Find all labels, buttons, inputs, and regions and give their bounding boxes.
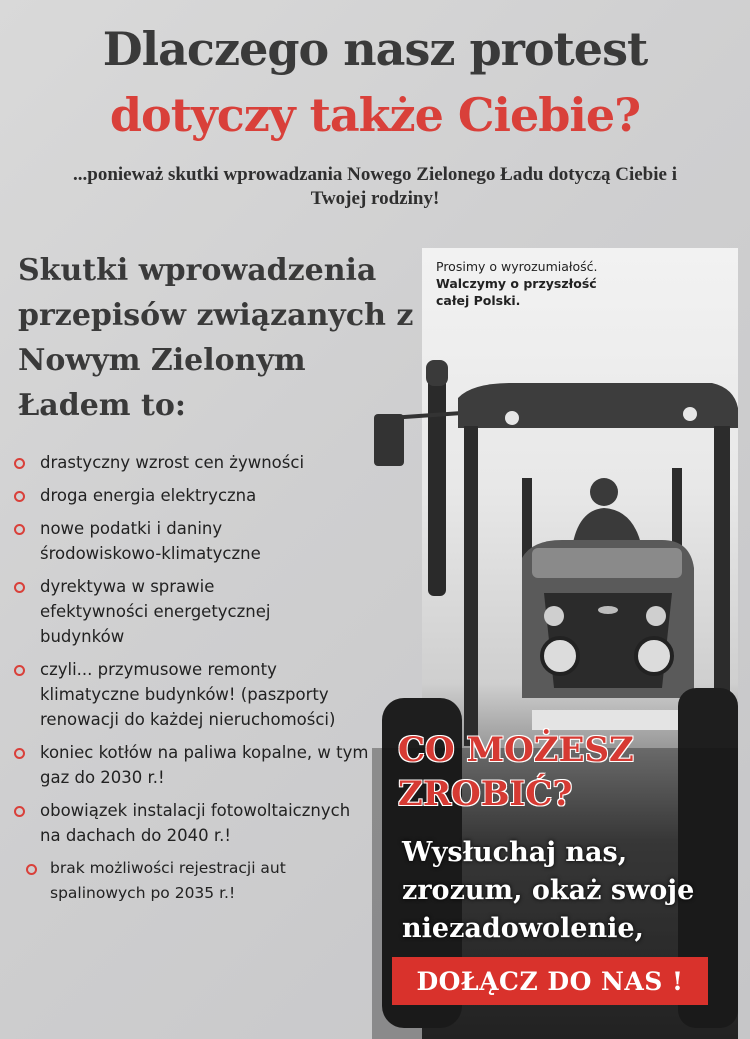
photo-note-line2: Walczymy o przyszłość całej Polski. — [436, 276, 597, 308]
list-item-text: czyli... przymusowe remonty klimatyczne budynków! (paszporty renowacji do każdej nieruchomości) — [40, 660, 336, 729]
subtitle: ...ponieważ skutki wprowadzania Nowego Zielonego Ładu dotyczą Ciebie i Twojej rodziny! — [73, 164, 677, 209]
list-item — [14, 798, 360, 848]
list-item — [14, 516, 320, 566]
bullet-circle-icon — [26, 864, 37, 875]
list-item-text: obowiązek instalacji fotowoltaicznych na dachach do 2040 r.! — [40, 801, 351, 845]
bullet-circle-icon — [14, 582, 25, 593]
bullet-circle-icon — [14, 458, 25, 469]
cta-title: CO MOŻESZ ZROBIĆ? — [398, 730, 634, 814]
list-item-text: brak możliwości rejestracji aut spalinowych po 2035 r.! — [50, 859, 286, 902]
title-line1: Dlaczego nasz protest — [102, 22, 648, 76]
join-us-button[interactable]: DOŁĄCZ DO NAS ! — [392, 957, 708, 1005]
photo-note — [436, 258, 736, 309]
effects-list — [14, 450, 374, 914]
bullet-circle-icon — [14, 748, 25, 759]
bullet-circle-icon — [14, 491, 25, 502]
list-item-text: koniec kotłów na paliwa kopalne, w tym gaz do 2030 r.! — [40, 743, 369, 787]
bullet-circle-icon — [14, 524, 25, 535]
list-item — [14, 450, 374, 475]
list-item-text: droga energia elektryczna — [40, 486, 257, 505]
title-line2: dotyczy także Ciebie? — [109, 88, 641, 142]
list-item — [14, 574, 320, 649]
list-item-text: nowe podatki i daniny środowiskowo-klimatyczne — [40, 519, 261, 563]
list-item-text: dyrektywa w sprawie efektywności energetycznej budynków — [40, 577, 271, 646]
list-item — [14, 483, 374, 508]
photo-note-line1: Prosimy o wyrozumiałość. — [436, 259, 598, 274]
list-item-text: drastyczny wzrost cen żywności — [40, 453, 305, 472]
cta-body: Wysłuchaj nas, zrozum, okaż swoje niezadowolenie, — [402, 837, 695, 944]
list-item — [14, 740, 380, 790]
bullet-circle-icon — [14, 806, 25, 817]
section-heading: Skutki wprowadzenia przepisów związanych z Nowym Zielonym Ładem to: — [18, 253, 414, 423]
list-item — [14, 856, 380, 906]
bullet-circle-icon — [14, 665, 25, 676]
list-item — [14, 657, 360, 732]
